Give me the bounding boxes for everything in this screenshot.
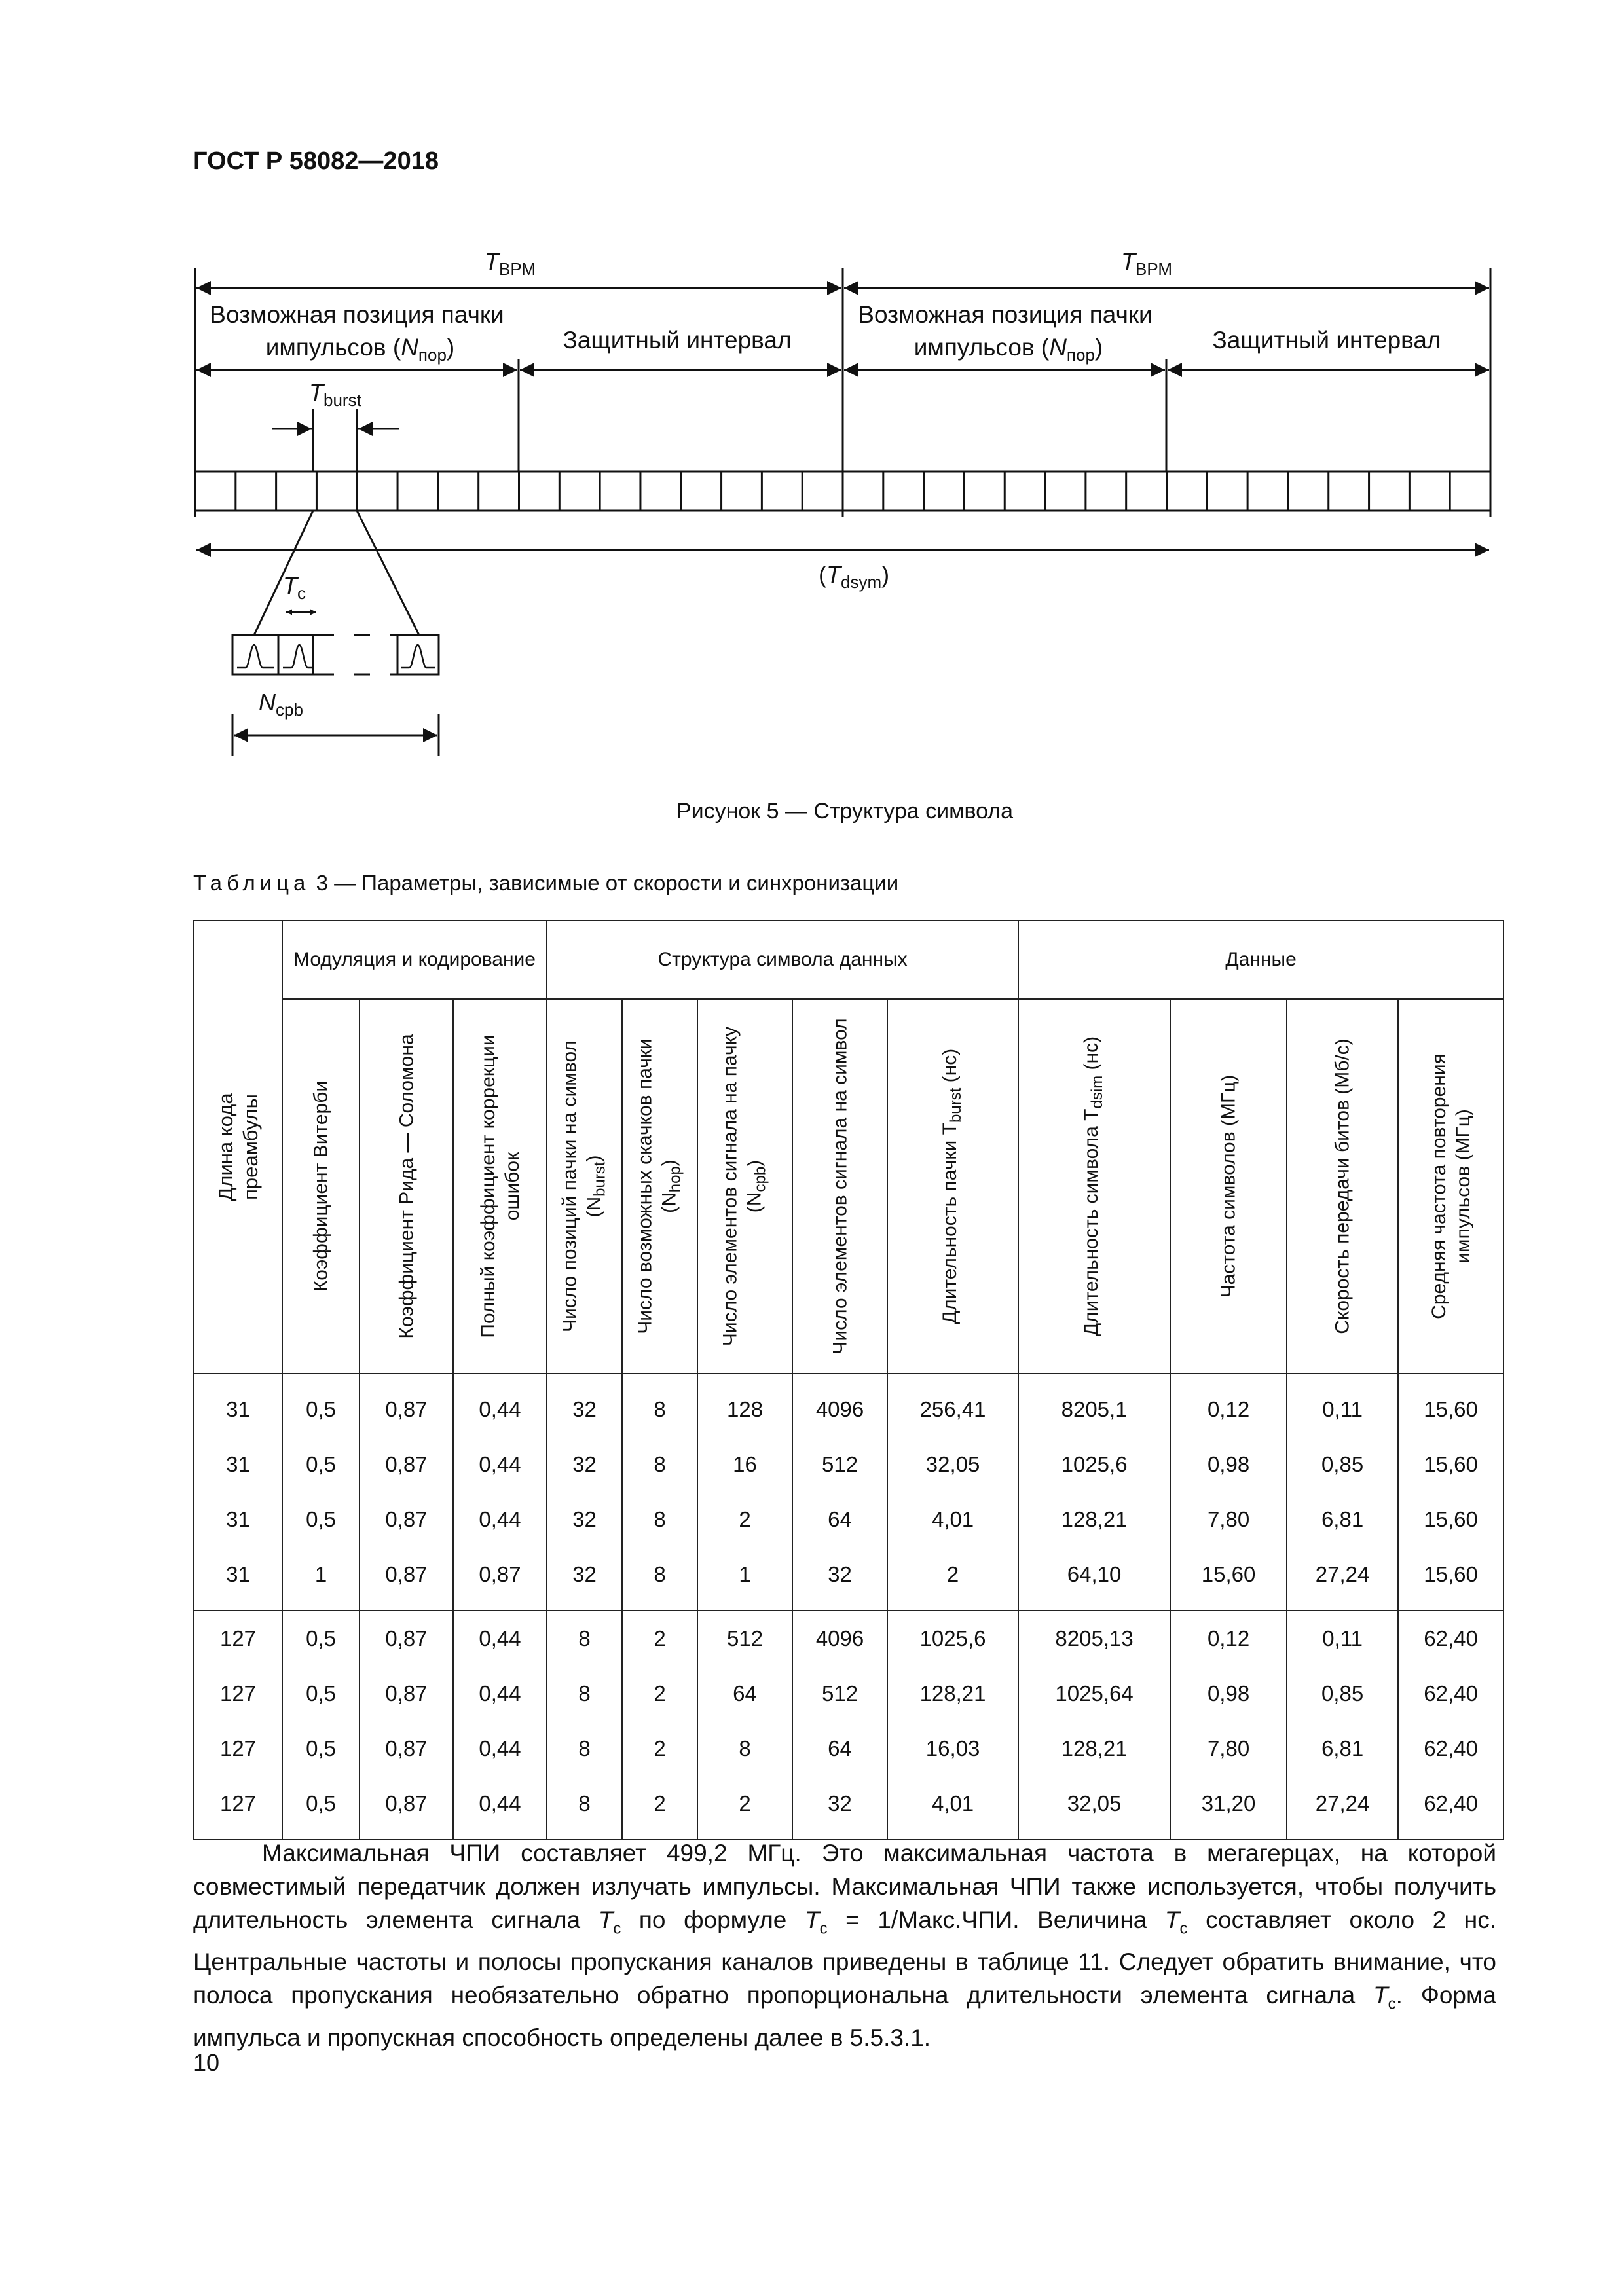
table-cell: 0,5 [282,1721,360,1776]
table-cell: 32 [547,1374,622,1437]
table-cell: 0,5 [282,1776,360,1840]
table-cell: 1025,6 [1018,1437,1170,1492]
header-reed-solomon: Коэффициент Рида — Соломона [360,999,453,1374]
table-row [194,1611,1504,1666]
table-row [194,1666,1504,1721]
table-cell: 2 [887,1547,1018,1611]
table-cell: 0,11 [1287,1374,1398,1437]
table-cell: 6,81 [1287,1492,1398,1547]
table-cell: 62,40 [1398,1776,1504,1840]
header-elements-per-symbol: Число элементов сигнала на символ [792,999,887,1374]
table-cell: 64 [792,1492,887,1547]
table-cell: 8 [547,1611,622,1666]
table-cell: 0,44 [453,1721,547,1776]
table-cell: 1 [697,1547,792,1611]
body-paragraph: Максимальная ЧПИ составляет 499,2 МГц. Это максимальная частота в мегагерцах, на которой совместимый передатчик должен излучать импульсы. Максимальная ЧПИ также используется, чтобы получить длительность элемента сигнала $T_c$ по формуле $T_c$ = 1/Макс.ЧПИ. Величина $T_c$ составляет около 2 нс. Центральные частоты и полосы пропускания каналов приведены в таблице 11. Следует обратить внимание, что полоса пропускания необязательно обратно пропорциональна длительности элемента сигнала $T_c$. Форма импульса и пропускная способность определены далее в 5.5.3.1. [193,1840,1497,2051]
table-cell: 0,87 [360,1666,453,1721]
table-cell: 0,85 [1287,1666,1398,1721]
table-cell: 0,87 [360,1721,453,1776]
table-cell: 8 [547,1721,622,1776]
table-cell: 0,98 [1170,1666,1287,1721]
table-cell: 6,81 [1287,1721,1398,1776]
table-cell: 0,44 [453,1776,547,1840]
table-cell: 0,5 [282,1666,360,1721]
table-cell: 8 [547,1776,622,1840]
table-cell: 0,5 [282,1611,360,1666]
table-cell: 16,03 [887,1721,1018,1776]
burst-position-label-2: Возможная позиция пачки [858,301,1153,328]
table-cell: 8 [622,1547,697,1611]
guard-interval-label-2: Защитный интервал [1212,327,1441,354]
header-tburst: Длительность пачки $T_{burst}$ (нс) [887,999,1018,1374]
t-brm-label-1: $T_{ВРМ}$ [485,248,536,279]
table-cell: 0,87 [360,1437,453,1492]
table-row [194,1547,1504,1611]
table-cell: 16 [697,1437,792,1492]
table-cell: 2 [622,1611,697,1666]
table-row [194,1374,1504,1437]
table-cell: 1 [282,1547,360,1611]
header-preamble-length: Длина кода преамбулы [194,920,282,1374]
table-cell: 32 [792,1547,887,1611]
table-cell: 8 [622,1374,697,1437]
table-cell: 8 [547,1666,622,1721]
t-c-label: $T_c$ [283,572,306,603]
burst-position-label-1b: импульсов $(N_{пор})$ [265,334,455,365]
table-cell: 1025,64 [1018,1666,1170,1721]
table-cell: 0,85 [1287,1437,1398,1492]
header-viterbi: Коэффициент Витерби [282,999,360,1374]
header-nhop: Число возможных скачков пачки $(N_{hop})$ [622,999,697,1374]
table-cell: 0,11 [1287,1611,1398,1666]
table-cell: 32 [547,1437,622,1492]
guard-interval-label-1: Защитный интервал [563,327,792,354]
document-header: ГОСТ Р 58082—2018 [193,147,439,175]
t-burst-label: $T_{burst}$ [309,379,361,410]
n-cpb-label: $N_{cpb}$ [259,689,303,720]
table-cell: 27,24 [1287,1776,1398,1840]
table-cell: 0,12 [1170,1374,1287,1437]
table-cell: 31 [194,1437,282,1492]
table-cell: 0,87 [360,1492,453,1547]
table-cell: 15,60 [1170,1547,1287,1611]
table-cell: 27,24 [1287,1547,1398,1611]
table-cell: 0,44 [453,1437,547,1492]
figure-caption: Рисунок 5 — Структура символа [676,799,1014,824]
symbol-structure-figure [0,0,1624,786]
table-cell: 2 [697,1776,792,1840]
table-cell: 0,87 [360,1374,453,1437]
table-cell: 31 [194,1492,282,1547]
table-cell: 0,44 [453,1492,547,1547]
table-cell: 2 [697,1492,792,1547]
table-cell: 31 [194,1374,282,1437]
group-modulation: Модуляция и кодирование [282,920,547,999]
table-cell: 0,87 [453,1547,547,1611]
header-symbol-rate: Частота символов (МГц) [1170,999,1287,1374]
table-cell: 2 [622,1666,697,1721]
table-cell: 64 [792,1721,887,1776]
table-cell: 64,10 [1018,1547,1170,1611]
table-row [194,1437,1504,1492]
header-ncpb: Число элементов сигнала на пачку $(N_{cpb})$ [697,999,792,1374]
table-cell: 0,44 [453,1611,547,1666]
table-cell: 62,40 [1398,1611,1504,1666]
table-cell: 0,87 [360,1776,453,1840]
table-cell: 15,60 [1398,1374,1504,1437]
table-cell: 31 [194,1547,282,1611]
table-cell: 4096 [792,1374,887,1437]
table-cell: 2 [622,1721,697,1776]
header-bit-rate: Скорость передачи битов (Мб/с) [1287,999,1398,1374]
table-cell: 8205,1 [1018,1374,1170,1437]
table-cell: 32 [547,1547,622,1611]
table-cell: 31,20 [1170,1776,1287,1840]
page-number: 10 [193,2049,220,2076]
table-cell: 0,44 [453,1374,547,1437]
table-cell: 1025,6 [887,1611,1018,1666]
table-cell: 127 [194,1721,282,1776]
table-cell: 15,60 [1398,1547,1504,1611]
parameters-table [193,920,1504,1840]
table-cell: 512 [792,1437,887,1492]
table-cell: 15,60 [1398,1437,1504,1492]
table-cell: 32 [547,1492,622,1547]
table-cell: 62,40 [1398,1721,1504,1776]
table-cell: 0,44 [453,1666,547,1721]
burst-position-label-1: Возможная позиция пачки [210,301,504,328]
table-cell: 8 [697,1721,792,1776]
table-cell: 8 [622,1437,697,1492]
table-cell: 32 [792,1776,887,1840]
table-cell: 0,87 [360,1547,453,1611]
table-cell: 0,98 [1170,1437,1287,1492]
table-cell: 127 [194,1611,282,1666]
table-cell: 512 [792,1666,887,1721]
table-caption: Таблица 3 — Параметры, зависимые от скорости и синхронизации [193,871,899,895]
table-cell: 0,5 [282,1374,360,1437]
table-cell: 127 [194,1666,282,1721]
table-cell: 4,01 [887,1492,1018,1547]
table-cell: 0,5 [282,1437,360,1492]
table-cell: 32,05 [887,1437,1018,1492]
table-cell: 4,01 [887,1776,1018,1840]
table-cell: 256,41 [887,1374,1018,1437]
table-cell: 8205,13 [1018,1611,1170,1666]
table-cell: 8 [622,1492,697,1547]
header-prf: Средняя частота повторения импульсов (МГц) [1398,999,1504,1374]
table-cell: 128,21 [887,1666,1018,1721]
table-cell: 62,40 [1398,1666,1504,1721]
table-cell: 4096 [792,1611,887,1666]
table-cell: 128,21 [1018,1721,1170,1776]
table-row [194,1492,1504,1547]
group-symbol-structure: Структура символа данных [547,920,1018,999]
group-data: Данные [1018,920,1504,999]
header-full-coefficient: Полный коэффициент коррекции ошибок [453,999,547,1374]
table-cell: 0,5 [282,1492,360,1547]
table-cell: 0,87 [360,1611,453,1666]
header-nburst: Число позиций пачки на символ $(N_{burst})$ [547,999,622,1374]
header-tdsim: Длительность символа $T_{dsim}$ (нс) [1018,999,1170,1374]
table-cell: 0,12 [1170,1611,1287,1666]
t-brm-label-2: $T_{ВРМ}$ [1121,248,1173,279]
burst-position-label-2b: импульсов $(N_{пор})$ [913,334,1103,365]
table-cell: 15,60 [1398,1492,1504,1547]
table-cell: 7,80 [1170,1721,1287,1776]
t-dsym-label: $(T_{dsym})$ [819,561,890,592]
table-cell: 32,05 [1018,1776,1170,1840]
table-row [194,1776,1504,1840]
table-row [194,1721,1504,1776]
table-cell: 127 [194,1776,282,1840]
table-cell: 7,80 [1170,1492,1287,1547]
table-cell: 64 [697,1666,792,1721]
table-cell: 512 [697,1611,792,1666]
table-cell: 128,21 [1018,1492,1170,1547]
table-cell: 128 [697,1374,792,1437]
table-cell: 2 [622,1776,697,1840]
